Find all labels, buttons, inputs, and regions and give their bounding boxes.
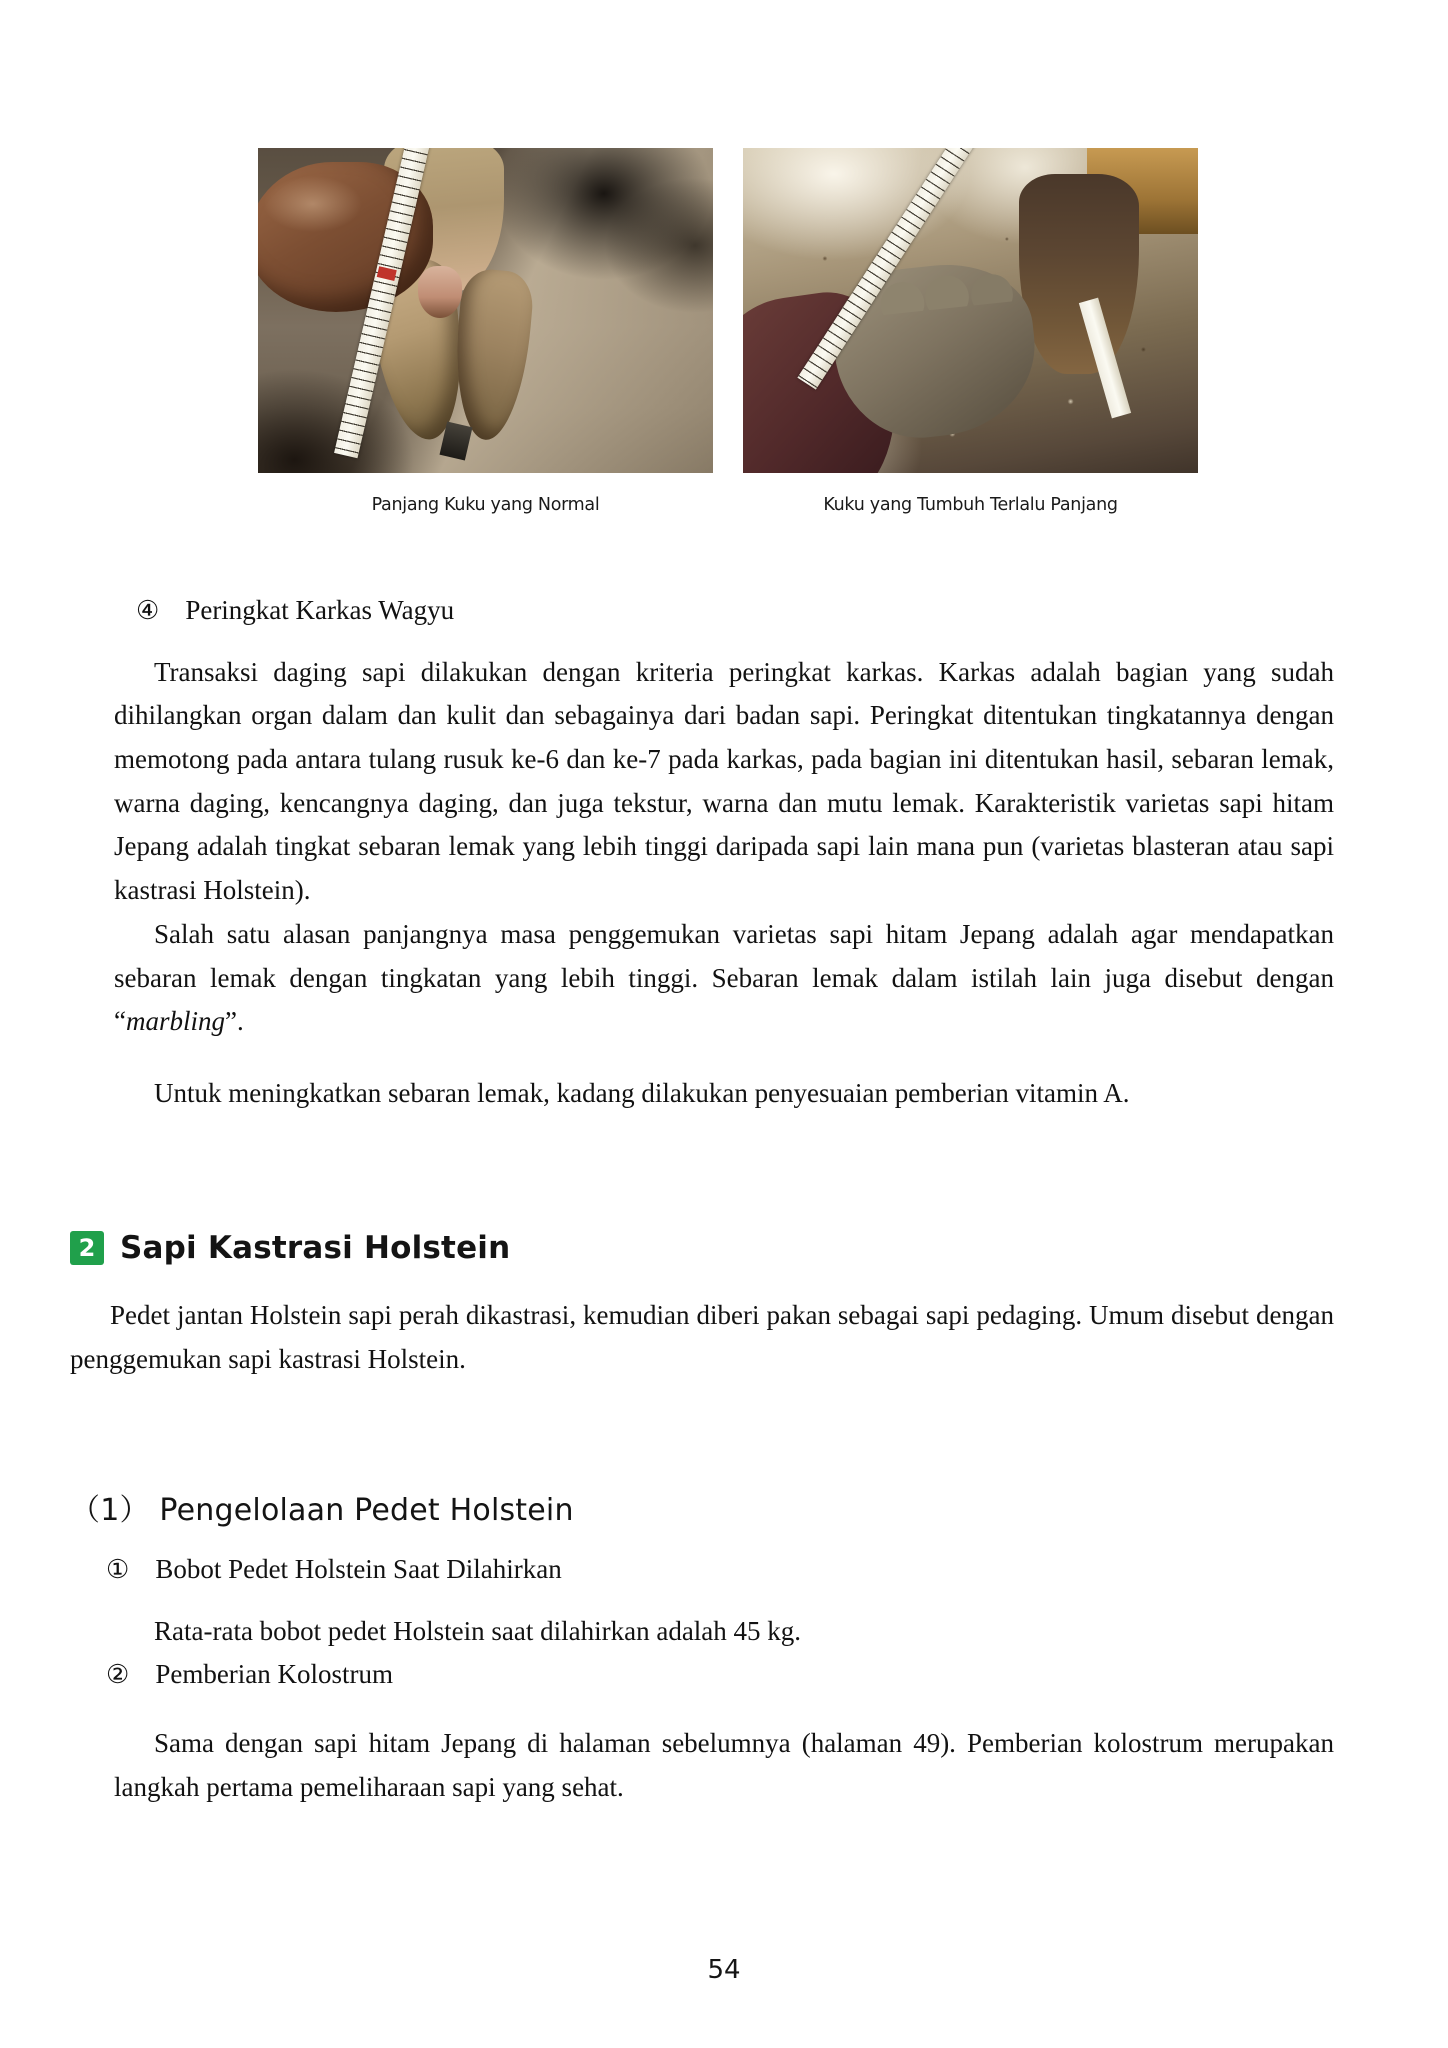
figure-row <box>258 148 1198 515</box>
heading-text: Peringkat Karkas Wagyu <box>185 595 455 625</box>
list-item-label: Bobot Pedet Holstein Saat Dilahirkan <box>155 1554 562 1585</box>
list-item-label: Pemberian Kolostrum <box>155 1658 394 1689</box>
paragraph-marbling <box>114 913 1334 1044</box>
subsection-heading-pengelolaan-pedet-holstein: （1） Pengelolaan Pedet Holstein <box>70 1493 574 1529</box>
section-title: Sapi Kastrasi Holstein <box>120 1229 511 1266</box>
list-marker-icon: ① <box>106 1555 130 1585</box>
section-number-badge: 2 <box>70 1231 104 1265</box>
figure-normal-hoof <box>258 148 713 515</box>
hoof-normal-length-photo <box>258 148 713 473</box>
figure-caption: Kuku yang Tumbuh Terlalu Panjang <box>823 495 1118 515</box>
page-number: 54 <box>707 1955 741 1985</box>
paragraph-vitamin-a: Untuk meningkatkan sebaran lemak, kadang dilakukan penyesuaian pemberian vitamin A. <box>154 1078 1130 1109</box>
figure-overgrown-hoof <box>743 148 1198 515</box>
list-marker-icon: ② <box>106 1659 130 1689</box>
term-marbling: marbling <box>125 1006 225 1037</box>
heading-peringkat-karkas-wagyu <box>136 590 1334 631</box>
paragraph-bobot-pedet-body: Rata-rata bobot pedet Holstein saat dilahirkan adalah 45 kg. <box>154 1615 802 1646</box>
section-heading-sapi-kastrasi-holstein <box>70 1230 1334 1266</box>
page-content <box>0 590 1448 1810</box>
list-item-bobot-pedet <box>106 1549 1334 1590</box>
paragraph-holstein-intro: Pedet jantan Holstein sapi perah dikastrasi, kemudian diberi pakan sebagai sapi pedaging. Umum disebut dengan penggemukan sapi kastrasi Holstein. <box>70 1299 1334 1374</box>
list-item-pemberian-kolostrum <box>106 1654 1334 1695</box>
paragraph-marbling-part1: Salah satu alasan panjangnya masa penggemukan varietas sapi hitam Jepang adalah agar mendapatkan sebaran lemak dengan tingkatan yang lebih tinggi. Sebaran lemak dalam istilah lain juga disebut dengan “ <box>114 918 1334 1037</box>
photo-detail-dewclaw <box>418 266 462 318</box>
photo-detail-cow-leg <box>1019 174 1139 374</box>
figure-caption: Panjang Kuku yang Normal <box>371 495 600 515</box>
list-marker-icon: ④ <box>136 596 160 625</box>
paragraph-pemberian-kolostrum-body: Sama dengan sapi hitam Jepang di halaman sebelumnya (halaman 49). Pemberian kolostrum merupakan langkah pertama pemeliharaan sapi yang sehat. <box>114 1728 1334 1802</box>
hoof-overgrown-photo <box>743 148 1198 473</box>
paragraph-karkas-definition: Transaksi daging sapi dilakukan dengan kriteria peringkat karkas. Karkas adalah bagian yang sudah dihilangkan organ dalam dan kulit dan sebagainya dari badan sapi. Peringkat ditentukan tingkatannya dengan memotong pada antara tulang rusuk ke-6 dan ke-7 pada karkas, pada bagian ini ditentukan hasil, sebaran lemak, warna daging, kencangnya daging, dan juga tekstur, warna dan mutu lemak. Karakteristik varietas sapi hitam Jepang adalah tingkat sebaran lemak yang lebih tinggi daripada sapi lain mana pun (varietas blasteran atau sapi kastrasi Holstein). <box>114 656 1334 906</box>
paragraph-marbling-part2: ”. <box>225 1006 244 1037</box>
text-column <box>70 590 1334 1810</box>
